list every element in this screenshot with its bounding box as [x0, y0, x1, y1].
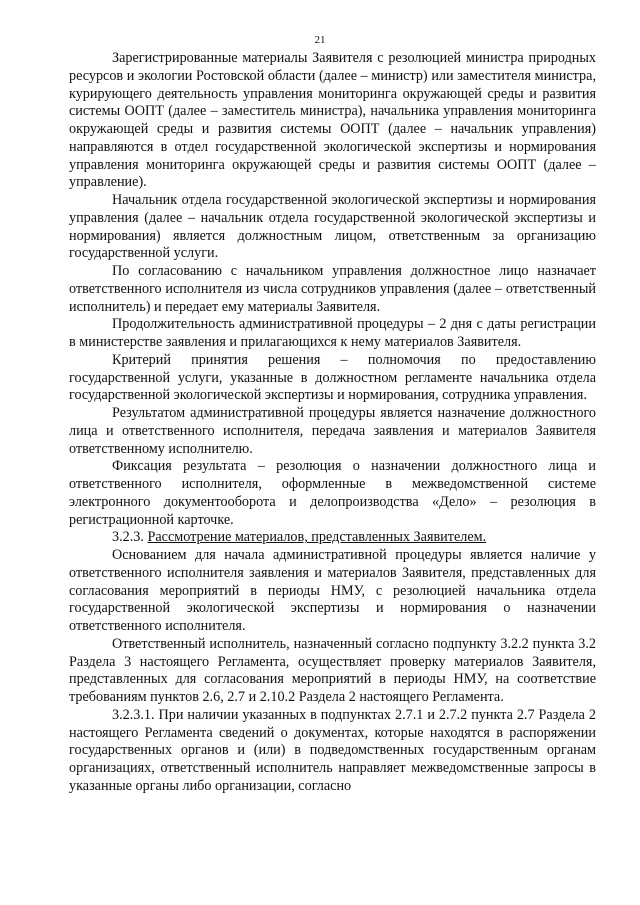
page-number: 21	[314, 34, 326, 46]
paragraph: По согласованию с начальником управления должностное лицо назначает ответственного исполнителя из числа сотрудников управления (далее – ответственный исполнитель) и передает ему материалы Заявителя.	[69, 263, 596, 315]
document-body	[69, 50, 596, 796]
paragraph: Зарегистрированные материалы Заявителя с резолюцией министра природных ресурсов и экологии Ростовской области (далее – министр) или заместителя министра, курирующего деятельность управления мониторинга окружающей среды и развития системы ООПТ (далее – заместитель министра), начальника управления мониторинга окружающей среды и развития системы ООПТ (далее – начальник управления) направляются в отдел государственной экологической экспертизы и нормирования управления мониторинга окружающей среды и развития системы ООПТ (далее – управление).	[69, 50, 596, 191]
paragraph: Критерий принятия решения – полномочия по предоставлению государственной услуги, указанные в должностном регламенте начальника отдела государственной экологической экспертизы и нормирования, сотрудника управления.	[69, 351, 596, 404]
paragraph: 3.2.3.1. При наличии указанных в подпунктах 2.7.1 и 2.7.2 пункта 2.7 Раздела 2 настоящего Регламента сведений о документах, которые находятся в распоряжении государственных органов и (или) в подведомственных государственным органам организациях, ответственный исполнитель направляет межведомственные запросы в указанные органы либо организации, согласно	[69, 706, 596, 794]
section-title: Рассмотрение материалов, представленных Заявителем.	[147, 529, 487, 546]
paragraph: Основанием для начала административной процедуры является наличие у ответственного исполнителя заявления и материалов Заявителя, представленных для согласования мероприятий в периоды НМУ, с резолюцией начальника отдела государственной экологической экспертизы и нормирования о назначении ответственного исполнителя.	[69, 547, 596, 634]
paragraph: Результатом административной процедуры является назначение должностного лица и ответственного исполнителя, передача заявления и материалов Заявителя ответственному исполнителю.	[69, 405, 596, 457]
paragraph: Ответственный исполнитель, назначенный согласно подпункту 3.2.2 пункта 3.2 Раздела 3 настоящего Регламента, осуществляет проверку материалов Заявителя, представленных для согласования мероприятий в периоды НМУ, на соответствие требованиям пунктов 2.6, 2.7 и 2.10.2 Раздела 2 настоящего Регламента.	[69, 635, 596, 705]
section-number: 3.2.3.	[112, 529, 144, 546]
paragraph: Начальник отдела государственной экологической экспертизы и нормирования управления (далее – начальник отдела государственной экологической экспертизы и нормирования) является должностным лицом, ответственным за организацию государственной услуги.	[69, 192, 596, 262]
paragraph: Продолжительность административной процедуры – 2 дня с даты регистрации в министерстве заявления и прилагающихся к нему материалов Заявителя.	[69, 316, 596, 350]
section-heading	[69, 529, 596, 547]
paragraph: Фиксация результата – резолюция о назначении должностного лица и ответственного исполнителя, оформленные в межведомственной системе электронного документооборота и делопроизводства «Дело» – резолюция в регистрационной карточке.	[69, 458, 596, 528]
